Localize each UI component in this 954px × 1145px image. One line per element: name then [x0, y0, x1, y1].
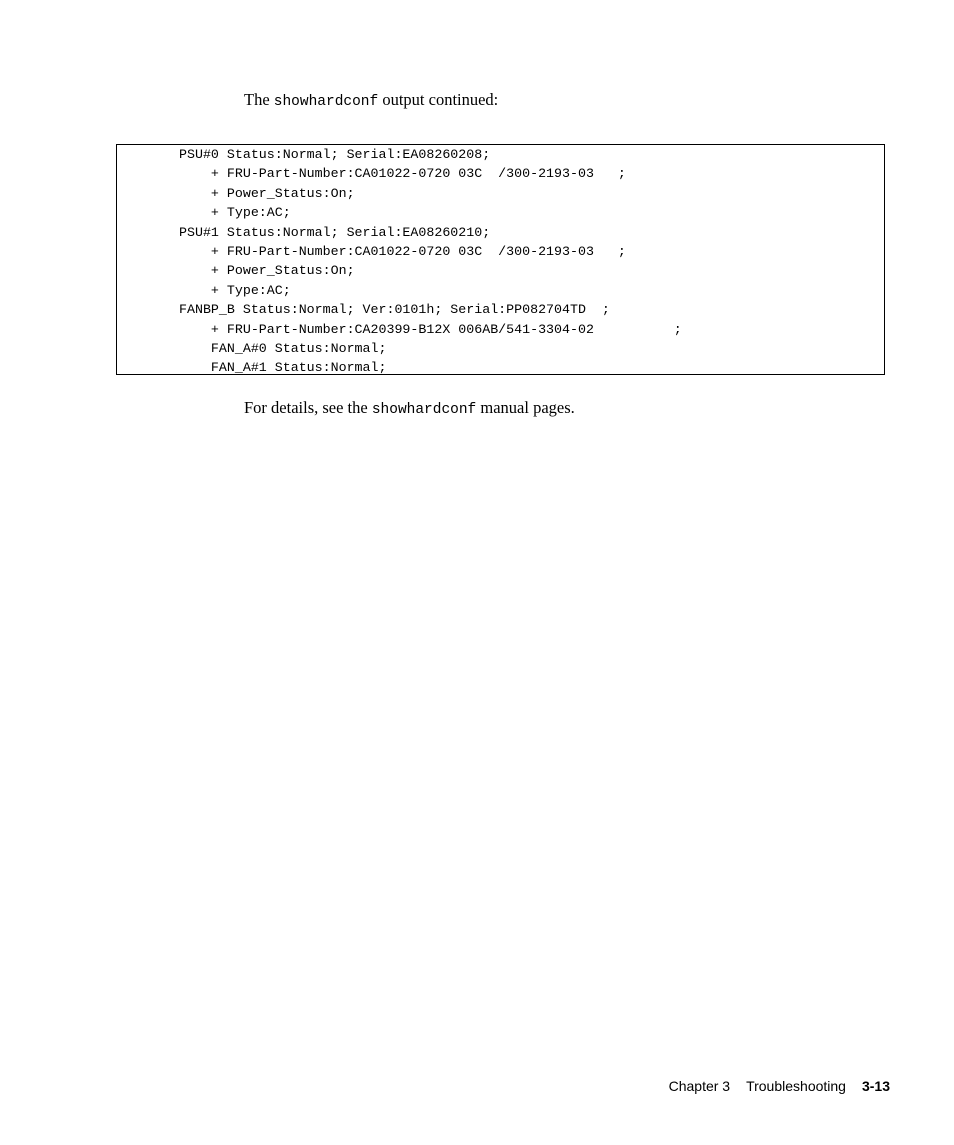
- code-line: FAN_A#1 Status:Normal;: [179, 360, 387, 376]
- footer-chapter: Chapter 3: [668, 1078, 731, 1094]
- intro-command: showhardconf: [273, 94, 379, 110]
- code-output-lines: [179, 145, 682, 378]
- outro-text-before: For details, see the: [244, 398, 372, 417]
- code-line: + Type:AC;: [179, 205, 291, 221]
- code-line: + FRU-Part-Number:CA01022-0720 03C /300-2193-03 ;: [179, 243, 626, 259]
- intro-text-after: output continued:: [378, 90, 499, 109]
- outro-command: showhardconf: [371, 402, 477, 418]
- page-footer: [669, 1077, 890, 1095]
- code-line: FAN_A#0 Status:Normal;: [179, 340, 387, 356]
- code-line: + FRU-Part-Number:CA01022-0720 03C /300-2193-03 ;: [179, 166, 626, 182]
- outro-text-after: manual pages.: [476, 398, 575, 417]
- code-line: PSU#1 Status:Normal; Serial:EA08260210;: [179, 224, 491, 240]
- code-line: + Type:AC;: [179, 282, 291, 298]
- code-output-box: [116, 144, 885, 375]
- code-line: FANBP_B Status:Normal; Ver:0101h; Serial:PP082704TD ;: [179, 302, 610, 318]
- footer-section: Troubleshooting: [746, 1078, 846, 1094]
- details-paragraph: [244, 398, 575, 420]
- intro-text-before: The: [244, 90, 274, 109]
- code-line: + Power_Status:On;: [179, 185, 355, 201]
- intro-paragraph: [244, 90, 498, 112]
- footer-page-number: 3-13: [861, 1078, 890, 1094]
- code-line: + FRU-Part-Number:CA20399-B12X 006AB/541-3304-02 ;: [179, 321, 682, 337]
- code-line: + Power_Status:On;: [179, 263, 355, 279]
- code-line: PSU#0 Status:Normal; Serial:EA08260208;: [179, 147, 491, 162]
